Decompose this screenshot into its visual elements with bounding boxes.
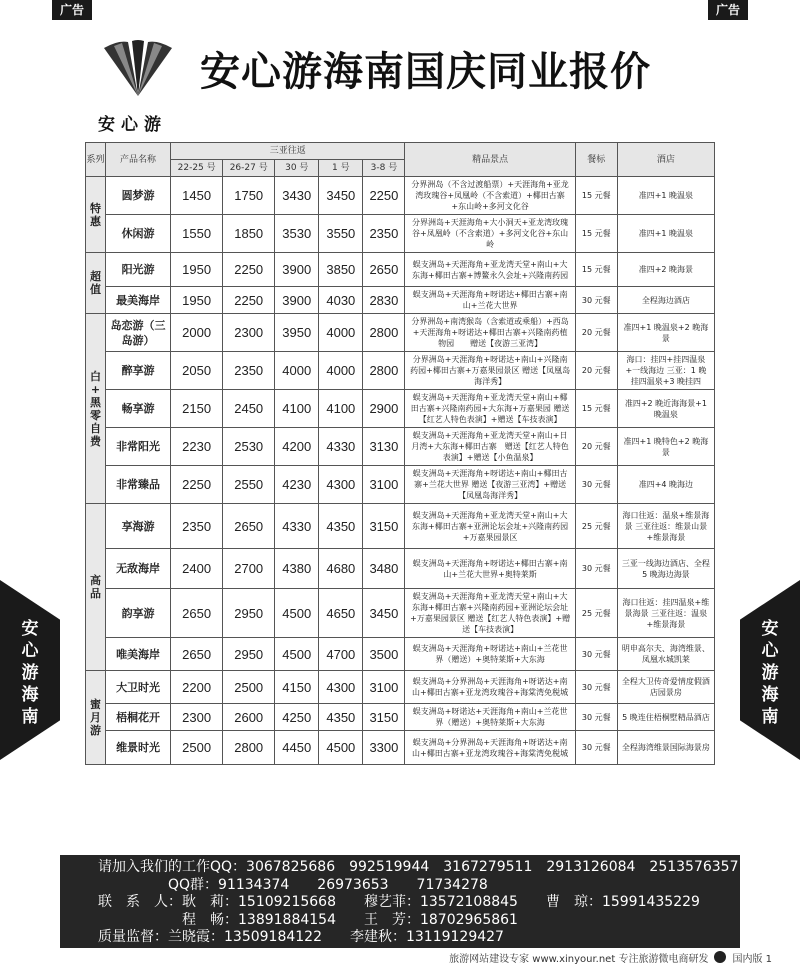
header-meal: 餐标 [575,143,617,177]
spots-cell: 蜈支洲岛+呀诺达+天涯海角+南山+兰花世界（赠送）+奥特莱斯+大东海 [405,704,575,731]
price-cell: 2650 [363,253,405,287]
ad-frame [60,20,740,855]
edition-label: 国内版 1 [732,953,772,965]
price-cell: 2450 [223,390,275,428]
price-cell: 4350 [319,704,363,731]
price-cell: 3100 [363,671,405,704]
product-name: 梧桐花开 [106,704,171,731]
product-name: 大卫时光 [106,671,171,704]
table-row [86,704,715,731]
meal-cell: 15 元餐 [575,253,617,287]
side-text-left: 安 心 游 海 南 [21,619,39,727]
price-cell: 4000 [275,352,319,390]
price-cell: 4000 [319,314,363,352]
header-date: 22-25 号 [171,160,223,177]
price-cell: 2830 [363,287,405,314]
footer-contact-line: 联 系 人：耿 莉：15109215668 穆艺菲：13572108845 曹 琼：15991435229 [98,894,700,910]
spots-cell: 蜈支洲岛+分界洲岛+天涯海角+呀诺达+南山+椰田古寨+亚龙湾玫瑰谷+海棠湾免税城 [405,731,575,765]
product-name: 最美海岸 [106,287,171,314]
price-cell: 2250 [363,177,405,215]
contact-footer [60,855,740,948]
price-cell: 1850 [223,215,275,253]
hotel-cell: 全程大卫传奇爱情度假酒店园景房 [617,671,714,704]
spots-cell: 蜈支洲岛+天涯海角+呀诺达+椰田古寨+南山+兰花大世界 [405,287,575,314]
spots-cell: 蜈支洲岛+分界洲岛+天涯海角+呀诺达+南山+椰田古寨+亚龙湾玫瑰谷+海棠湾免税城 [405,671,575,704]
price-cell: 2700 [223,549,275,589]
category-cell: 蜜 月 游 [86,671,106,765]
hotel-cell: 明申高尔夫、海湾维景、凤凰水城凯莱 [617,638,714,671]
price-cell: 2300 [171,704,223,731]
hotel-cell: 5 晚连住梧桐墅精品酒店 [617,704,714,731]
price-cell: 3450 [363,589,405,638]
meal-cell: 20 元餐 [575,314,617,352]
header-hotel: 酒店 [617,143,714,177]
price-cell: 2400 [171,549,223,589]
price-cell: 1950 [171,253,223,287]
table-row [86,253,715,287]
price-cell: 3850 [319,253,363,287]
category-cell: 特 惠 [86,177,106,253]
price-cell: 4330 [319,428,363,466]
table-row [86,177,715,215]
price-cell: 3130 [363,428,405,466]
price-cell: 1750 [223,177,275,215]
category-cell: 超 值 [86,253,106,314]
product-name: 岛恋游（三岛游） [106,314,171,352]
hotel-cell: 准四+1 晚特色+2 晚海景 [617,428,714,466]
price-cell: 4380 [275,549,319,589]
spots-cell: 蜈支洲岛+天涯海角+亚龙湾天堂+南山+大东海+椰田古寨+博鳌永久会址+兴隆南药园 [405,253,575,287]
price-cell: 2300 [223,314,275,352]
product-name: 非常臻品 [106,466,171,504]
price-cell: 3300 [363,731,405,765]
brand-dot-icon [714,951,726,963]
price-cell: 3100 [363,466,405,504]
footer-qq-line: 请加入我们的工作QQ：3067825686 992519944 3167279511 2913126084 2513576357 [98,859,739,875]
meal-cell: 25 元餐 [575,589,617,638]
price-cell: 4100 [319,390,363,428]
spots-cell: 蜈支洲岛+天涯海角+呀诺达+椰田古寨+南山+兰花大世界+奥特莱斯 [405,549,575,589]
meal-cell: 30 元餐 [575,671,617,704]
price-cell: 3450 [319,177,363,215]
price-cell: 2250 [223,287,275,314]
hotel-cell: 海口往返：挂四温泉+维景海景 三亚往返：温泉+维景海景 [617,589,714,638]
logo-fan-icon [102,38,174,98]
price-cell: 3480 [363,549,405,589]
spots-cell: 分界洲岛+天涯海角+大小洞天+亚龙湾玫瑰谷+凤凰岭（不含索道）+多河文化谷+东山岭 [405,215,575,253]
ad-label-left: 广告 [52,0,92,20]
brand-logo [88,32,188,135]
table-row [86,314,715,352]
hotel-cell: 准四+1 晚温泉 [617,215,714,253]
header-date: 30 号 [275,160,319,177]
hotel-cell: 准四+2 晚近海海景+1 晚温泉 [617,390,714,428]
table-row [86,589,715,638]
header-date: 1 号 [319,160,363,177]
table-row [86,731,715,765]
price-cell: 2350 [171,504,223,549]
price-cell: 2800 [223,731,275,765]
meal-cell: 30 元餐 [575,731,617,765]
price-cell: 2650 [171,589,223,638]
price-cell: 4100 [275,390,319,428]
price-cell: 3530 [275,215,319,253]
price-cell: 4300 [319,466,363,504]
meal-cell: 15 元餐 [575,215,617,253]
price-cell: 4230 [275,466,319,504]
price-cell: 3150 [363,504,405,549]
hotel-cell: 全程海湾维景国际海景房 [617,731,714,765]
header-date: 3-8 号 [363,160,405,177]
meal-cell: 30 元餐 [575,704,617,731]
header-category: 系列 [86,143,106,177]
hotel-cell: 三亚一线海边酒店、全程 5 晚海边海景 [617,549,714,589]
table-row [86,549,715,589]
side-text-right: 安 心 游 海 南 [761,619,779,727]
price-cell: 4700 [319,638,363,671]
price-table [85,142,715,765]
table-row [86,287,715,314]
table-row [86,466,715,504]
table-row [86,215,715,253]
ad-label-right: 广告 [708,0,748,20]
price-cell: 2500 [223,671,275,704]
hotel-cell: 准四+1 晚温泉 [617,177,714,215]
hotel-cell: 全程海边酒店 [617,287,714,314]
table-row [86,504,715,549]
price-cell: 4680 [319,549,363,589]
hotel-cell: 准四+1 晚温泉+2 晚海景 [617,314,714,352]
price-cell: 4200 [275,428,319,466]
hotel-cell: 海口：挂四+挂四温泉+一线海边 三亚：1 晚挂四温泉+3 晚挂四 [617,352,714,390]
meal-cell: 20 元餐 [575,428,617,466]
price-cell: 2900 [363,390,405,428]
product-name: 醉享游 [106,352,171,390]
price-cell: 3500 [363,638,405,671]
price-cell: 2550 [223,466,275,504]
price-cell: 3900 [275,287,319,314]
price-cell: 2600 [223,704,275,731]
price-cell: 4350 [319,504,363,549]
header-sanya-round: 三亚往返 [171,143,405,160]
product-name: 韵享游 [106,589,171,638]
product-name: 休闲游 [106,215,171,253]
price-cell: 2800 [363,352,405,390]
category-cell: 高 品 [86,504,106,671]
table-row [86,671,715,704]
price-cell: 2350 [223,352,275,390]
price-cell: 2530 [223,428,275,466]
spots-cell: 蜈支洲岛+天涯海角+呀诺达+南山+兰花世界（赠送）+奥特莱斯+大东海 [405,638,575,671]
price-cell: 1950 [171,287,223,314]
header-date: 26-27 号 [223,160,275,177]
price-cell: 4500 [319,731,363,765]
logo-text: 安心游 [98,115,167,135]
table-row [86,352,715,390]
header-product: 产品名称 [106,143,171,177]
price-cell: 2650 [171,638,223,671]
spots-cell: 蜈支洲岛+天涯海角+亚龙湾天堂+南山+日月湾+大东海+椰田古寨 赠送【红艺人特色表演】+赠送【小鱼温泉】 [405,428,575,466]
price-cell: 2230 [171,428,223,466]
product-name: 非常阳光 [106,428,171,466]
footer-contact-line-2: 程 畅：13891884154 王 芳：18702965861 [98,911,518,928]
price-cell: 4650 [319,589,363,638]
spots-cell: 分界洲岛（不含过渡船票）+天涯海角+亚龙湾玫瑰谷+凤凰岭（不含索道）+椰田古寨+东山岭+多河文化谷 [405,177,575,215]
price-cell: 4000 [319,352,363,390]
meal-cell: 30 元餐 [575,466,617,504]
page-title: 安心游海南国庆同业报价 [200,49,651,95]
hotel-cell: 准四+4 晚海边 [617,466,714,504]
price-cell: 3900 [275,253,319,287]
price-cell: 2250 [171,466,223,504]
product-name: 唯美海岸 [106,638,171,671]
spots-cell: 蜈支洲岛+天涯海角+亚龙湾天堂+南山+大东海+椰田古寨+亚洲论坛会址+兴隆南药园+万嘉果园景区 [405,504,575,549]
meal-cell: 30 元餐 [575,549,617,589]
price-cell: 2800 [363,314,405,352]
bottom-slogan: 旅游网站建设专家 www.xinyour.net 专注旅游微电商研发 [449,953,709,965]
meal-cell: 30 元餐 [575,287,617,314]
spots-cell: 分界洲岛+南湾猴岛（含索道或乘船）+西岛+天涯海角+呀诺达+椰田古寨+兴隆南药植物园 赠送【夜游三亚湾】 [405,314,575,352]
price-cell: 3150 [363,704,405,731]
bottom-strip [0,948,800,966]
product-name: 畅享游 [106,390,171,428]
price-cell: 2950 [223,589,275,638]
meal-cell: 15 元餐 [575,390,617,428]
meal-cell: 15 元餐 [575,177,617,215]
price-cell: 1450 [171,177,223,215]
price-cell: 3430 [275,177,319,215]
price-cell: 2150 [171,390,223,428]
price-cell: 1550 [171,215,223,253]
footer-qq-group-line: QQ群：91134374 26973653 71734278 [98,876,488,893]
price-cell: 4150 [275,671,319,704]
price-cell: 2350 [363,215,405,253]
price-cell: 3550 [319,215,363,253]
meal-cell: 25 元餐 [575,504,617,549]
product-name: 无敌海岸 [106,549,171,589]
table-row [86,428,715,466]
price-cell: 4450 [275,731,319,765]
price-cell: 4500 [275,589,319,638]
spots-cell: 蜈支洲岛+天涯海角+呀诺达+南山+椰田古寨+兰花大世界 赠送【夜游三亚湾】+赠送【凤凰岛海洋秀】 [405,466,575,504]
spots-cell: 蜈支洲岛+天涯海角+亚龙湾天堂+南山+椰田古寨+兴隆南药园+大东海+万嘉果园 赠送【红艺人特色表演】+赠送【车技表演】 [405,390,575,428]
meal-cell: 20 元餐 [575,352,617,390]
footer-quality-line: 质量监督：兰晓霞：13509184122 李建秋：13119129427 [98,929,504,945]
product-name: 维景时光 [106,731,171,765]
price-cell: 2500 [171,731,223,765]
price-cell: 4330 [275,504,319,549]
table-row [86,638,715,671]
table-row [86,390,715,428]
product-name: 享海游 [106,504,171,549]
price-cell: 2650 [223,504,275,549]
price-cell: 4030 [319,287,363,314]
spots-cell: 蜈支洲岛+天涯海角+亚龙湾天堂+南山+大东海+椰田古寨+兴隆南药园+亚洲论坛会址+万嘉果园景区 赠送【红艺人特色表演】+赠送【车技表演】 [405,589,575,638]
price-cell: 2200 [171,671,223,704]
meal-cell: 30 元餐 [575,638,617,671]
price-cell: 2250 [223,253,275,287]
spots-cell: 分界洲岛+天涯海角+呀诺达+南山+兴隆南药园+椰田古寨+万嘉果园景区 赠送【凤凰岛海洋秀】 [405,352,575,390]
product-name: 圆梦游 [106,177,171,215]
price-cell: 2050 [171,352,223,390]
price-cell: 2950 [223,638,275,671]
category-cell: 白 + 黑 零 自 费 [86,314,106,504]
price-cell: 4500 [275,638,319,671]
price-cell: 3950 [275,314,319,352]
price-cell: 4250 [275,704,319,731]
price-cell: 2000 [171,314,223,352]
header-spots: 精品景点 [405,143,575,177]
product-name: 阳光游 [106,253,171,287]
hotel-cell: 准四+2 晚海景 [617,253,714,287]
price-cell: 4300 [319,671,363,704]
hotel-cell: 海口往返：温泉+维景海景 三亚往返：维景山景+维景海景 [617,504,714,549]
